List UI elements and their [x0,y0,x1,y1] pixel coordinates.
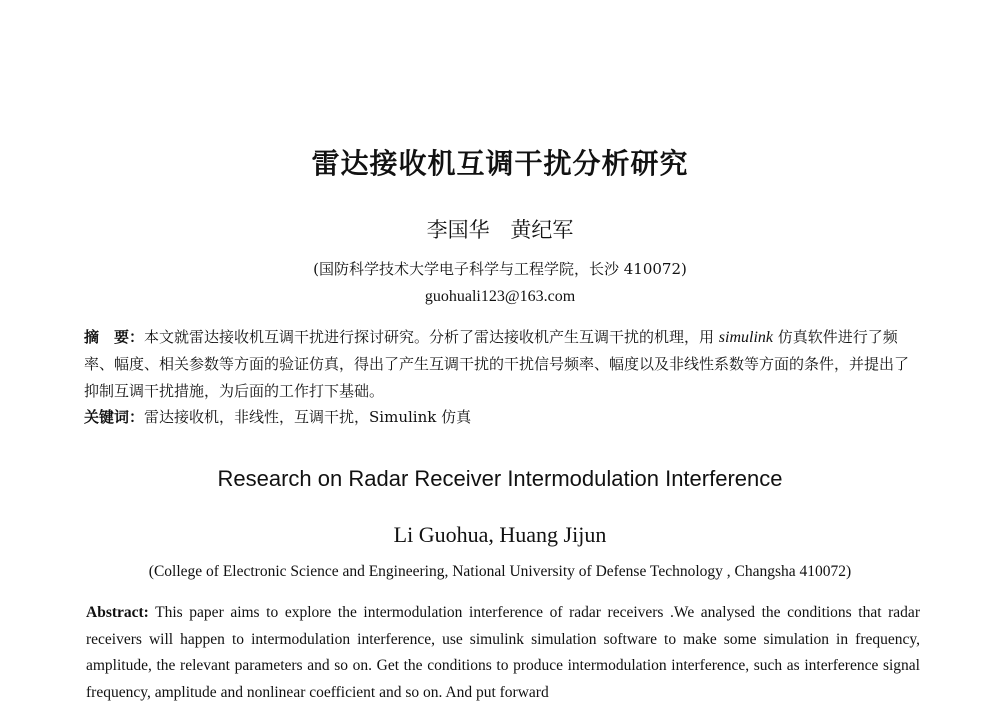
english-affiliation: (College of Electronic Science and Engineering, National University of Defense Technology , Changsha 410072) [148,563,852,580]
author-1-cn: 李国华 [426,218,490,242]
chinese-keywords-label: 关键词： [84,408,145,426]
english-abstract-text: This paper aims to explore the intermodulation interference of radar receivers .We analysed the conditions that radar receivers will happen to intermodulation interference, use simulink simulation software to make some simulation in frequency, amplitude, the relevant parameters and so on. Get the conditions to produce intermodulation interference, such as interference signal frequency, amplitude and nonlinear coefficient and so on. And put forward [86,604,920,701]
author-2-cn: 黄纪军 [510,218,574,242]
chinese-affiliation: (国防科学技术大学电子科学与工程学院，长沙 410072) [313,260,687,278]
english-abstract-label: Abstract: [86,604,149,621]
chinese-title: 雷达接收机互调干扰分析研究 [311,147,689,180]
english-authors: Li Guohua, Huang Jijun [393,522,607,547]
chinese-abstract-text-2: 仿真软件进行了频率、幅度、相关参数等方面的验证仿真，得出了产生互调干扰的干扰信号频率、幅度以及非线性系数等方面的条件，并提出了抑制互调干扰措施，为后面的工作打下基础。 [84,328,910,400]
english-abstract [86,600,920,706]
chinese-keywords-text: 雷达接收机，非线性，互调干扰，Simulink 仿真 [144,408,472,426]
chinese-authors [0,214,1000,244]
chinese-abstract-text-1: 本文就雷达接收机互调干扰进行探讨研究。分析了雷达接收机产生互调干扰的机理，用 [144,328,719,346]
english-title: Research on Radar Receiver Intermodulation Interference [217,466,783,491]
chinese-abstract-software: simulink [718,329,774,346]
author-email: guohuali123@163.com [424,288,576,305]
chinese-keywords [84,406,920,428]
chinese-abstract-label: 摘 要： [84,328,145,346]
chinese-abstract [84,324,920,405]
